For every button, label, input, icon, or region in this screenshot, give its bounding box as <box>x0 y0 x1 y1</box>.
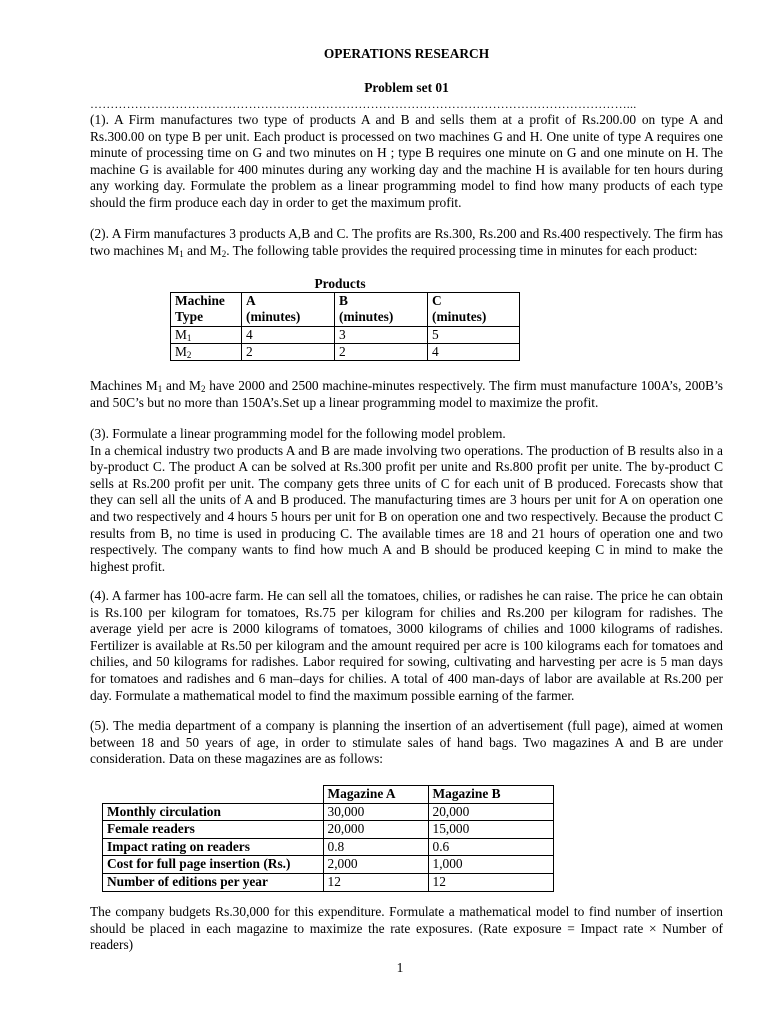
cell-magazine-b: 1,000 <box>428 856 554 874</box>
table-row <box>103 821 554 839</box>
problem-5-text: (5). The media department of a company is planning the insertion of an advertisement (full page), aimed at women between 18 and 50 years of age, in order to stimulate sales of hand bags. Two magazines A and B are under consideration. Data on these magazines are as follows: <box>90 718 723 767</box>
cell-b: 3 <box>335 326 428 343</box>
cell-magazine-a: 0.8 <box>323 838 428 856</box>
cell-a: 4 <box>242 326 335 343</box>
cell-machine: $M_1$ <box>171 326 242 343</box>
cell-magazine-b: 12 <box>428 873 554 891</box>
problem-3-title: (3). Formulate a linear programming model for the following model problem. <box>90 426 506 441</box>
row-label: Impact rating on readers <box>103 838 324 856</box>
page-subtitle: Problem set 01 <box>364 80 449 95</box>
cell-magazine-a: 20,000 <box>323 821 428 839</box>
problem-5-after-text: The company budgets Rs.30,000 for this expenditure. Formulate a mathematical model to find number of insertion should be placed in each magazine to maximize the rate exposures. (Rate exposure = Impact rate × Number of readers) <box>90 904 723 953</box>
table-row <box>171 293 520 327</box>
page-title: OPERATIONS RESEARCH <box>323 46 490 61</box>
header-empty <box>103 786 324 804</box>
header-a: A (minutes) <box>242 293 335 327</box>
problem-5 <box>90 718 723 768</box>
problem-4 <box>90 588 723 704</box>
table-row <box>103 786 554 804</box>
row-label: Female readers <box>103 821 324 839</box>
problem-2-constraints: Machines $M_1$ and $M_2$ have 2000 and 2500 machine-minutes respectively. The firm must manufacture 100A’s, 200B’s and 50C’s but no more than 150A’s.Set up a linear programming model to maximize the profit. <box>90 378 723 410</box>
problem-1-text: (1). A Firm manufactures two type of products A and B and sells them at a profit of Rs.200.00 on type A and Rs.300.00 on type B per unit. Each product is processed on two machines G and H. One unite of type A requires one minute of processing time on G and two minutes on H ; type B requires one minute on G and one minute on H. The machine G is available for 400 minutes during any working day and the machine H is available for ten hours during any working day. Formulate the problem as a linear programming model to find how many products of each type should the firm produce each day in order to get the maximum profit. <box>90 112 723 210</box>
cell-magazine-a: 12 <box>323 873 428 891</box>
cell-magazine-a: 30,000 <box>323 803 428 821</box>
table-row <box>103 803 554 821</box>
problem-3 <box>90 426 723 575</box>
cell-b: 2 <box>335 343 428 360</box>
cell-c: 4 <box>428 343 520 360</box>
header-magazine-b: Magazine B <box>428 786 554 804</box>
header-c: C (minutes) <box>428 293 520 327</box>
row-label: Number of editions per year <box>103 873 324 891</box>
problem-3-body: In a chemical industry two products A and B are made involving two operations. The production of B results also in a by-product C. The product A can be solved at Rs.300 profit per unite and Rs.800 profit per unite. The by-product C sells at Rs.200 profit per unit. The company gets three units of C for each unit of B produced. Forecasts show that they can sell all the units of A and B produced. The manufacturing times are 3 hours per unit for A on operation one and two respectively and 4 hours 5 hours per unit for B on operation one and two respectively. Because the product C results from B, no time is used in producing C. The available times are 18 and 21 hours of operation one and two respectively. The company wants to find how much A and B should be produced keeping C in mind to make the highest profit. <box>90 442 723 574</box>
header-machine-type: Machine Type <box>171 293 242 327</box>
magazine-table <box>102 785 554 892</box>
table-row <box>103 838 554 856</box>
problem-4-text: (4). A farmer has 100-acre farm. He can sell all the tomatoes, chilies, or radishes he can raise. The price he can obtain is Rs.100 per kilogram for tomatoes, Rs.75 per kilogram for chilies and Rs.200 per kilogram for radishes. The average yield per acre is 2000 kilograms of tomatoes, 3000 kilograms of chilies and 1000 kilograms of radishes. Fertilizer is available at Rs.50 per kilogram and the amount required per acre is 100 kilograms each for tomatoes and chilies, and 50 kilograms for radishes. Labor required for sowing, cultivating and harvesting per acre is 5 man days for tomatoes and radishes and 6 man–days for chilies. A total of 400 man-days of labor are available at Rs.200 per day. Formulate a mathematical model to find the maximum possible earning of the farmer. <box>90 588 723 703</box>
problem-2-intro: (2). A Firm manufactures 3 products A,B and C. The profits are Rs.300, Rs.200 and Rs.400 respectively. The firm has two machines $M_1$ and $M_2$. The following table provides the required processing time in minutes for each product: <box>90 226 723 259</box>
row-label: Monthly circulation <box>103 803 324 821</box>
cell-magazine-b: 0.6 <box>428 838 554 856</box>
cell-a: 2 <box>242 343 335 360</box>
products-caption: Products <box>314 276 366 291</box>
cell-machine: $M_2$ <box>171 343 242 360</box>
table-row <box>171 326 520 343</box>
problem-1 <box>90 112 723 212</box>
cell-c: 5 <box>428 326 520 343</box>
separator-line: ……………………………………………………………………………………………………………………... <box>90 98 637 110</box>
header-b: B (minutes) <box>335 293 428 327</box>
table-row <box>103 856 554 874</box>
problem-5-conclusion <box>90 904 723 954</box>
processing-time-table <box>170 292 520 361</box>
cell-magazine-a: 2,000 <box>323 856 428 874</box>
table-row <box>103 873 554 891</box>
row-label: Cost for full page insertion (Rs.) <box>103 856 324 874</box>
table-row <box>171 343 520 360</box>
problem-2 <box>90 226 723 259</box>
cell-magazine-b: 15,000 <box>428 821 554 839</box>
cell-magazine-b: 20,000 <box>428 803 554 821</box>
header-magazine-a: Magazine A <box>323 786 428 804</box>
page-number: 1 <box>396 960 404 975</box>
